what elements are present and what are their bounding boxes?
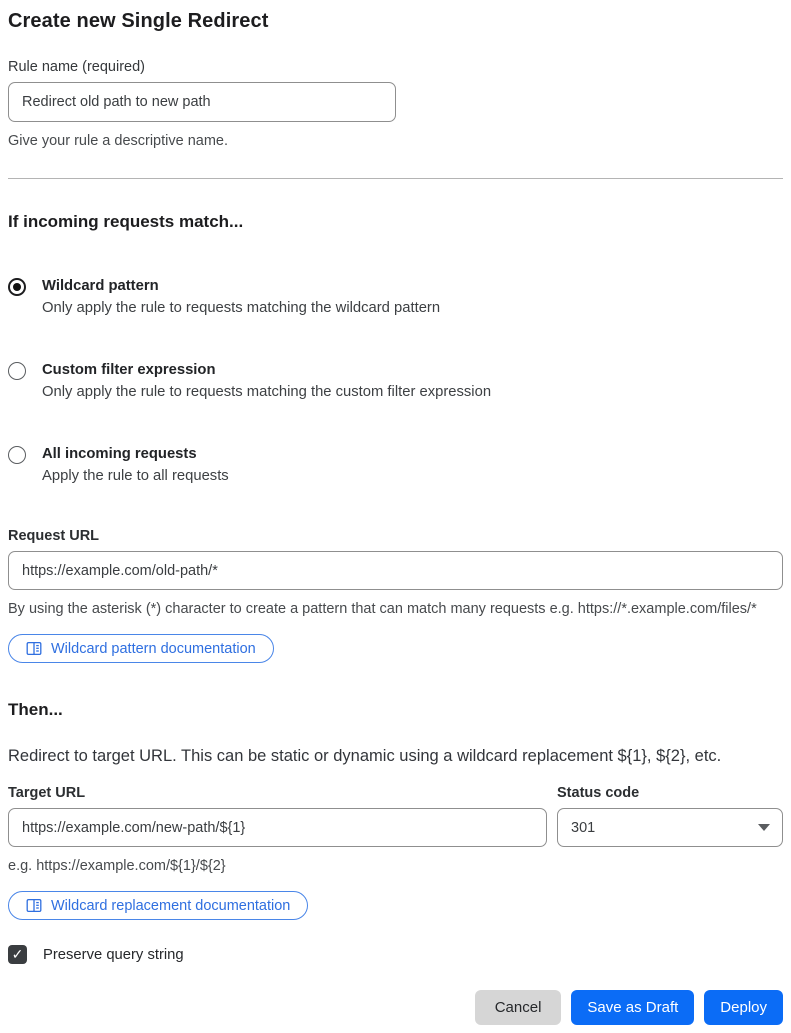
- radio-button-icon[interactable]: [8, 362, 26, 380]
- request-url-input[interactable]: [8, 551, 783, 590]
- radio-option-custom-filter-expression[interactable]: [8, 360, 783, 404]
- then-description: Redirect to target URL. This can be static or dynamic using a wildcard replacement ${1}, ${2}, etc.: [8, 747, 722, 765]
- preserve-query-string-row[interactable]: [8, 945, 783, 964]
- target-url-helper: e.g. https://example.com/${1}/${2}: [8, 858, 226, 874]
- status-code-label: Status code: [557, 785, 640, 801]
- status-code-value: 301: [571, 819, 596, 836]
- radio-description: Only apply the rule to requests matching the wildcard pattern: [42, 300, 441, 316]
- radio-label[interactable]: All incoming requests: [42, 446, 197, 462]
- cancel-button[interactable]: Cancel: [475, 990, 562, 1025]
- wildcard-pattern-docs-button[interactable]: [8, 634, 274, 663]
- then-section-heading: Then...: [8, 700, 63, 719]
- chevron-down-icon: [758, 824, 770, 831]
- book-icon: [26, 641, 42, 656]
- target-and-status-row: [8, 785, 783, 847]
- target-url-input[interactable]: [8, 808, 547, 847]
- rule-name-label: Rule name (required): [8, 59, 146, 75]
- radio-label[interactable]: Wildcard pattern: [42, 278, 159, 294]
- radio-option-wildcard-pattern[interactable]: [8, 276, 783, 320]
- checkbox-checked-icon[interactable]: ✓: [8, 945, 27, 964]
- footer-actions: [8, 990, 783, 1025]
- target-url-label: Target URL: [8, 785, 86, 801]
- save-as-draft-button[interactable]: Save as Draft: [571, 990, 694, 1025]
- preserve-query-string-label[interactable]: Preserve query string: [43, 946, 184, 963]
- radio-button-icon[interactable]: [8, 278, 26, 296]
- radio-label[interactable]: Custom filter expression: [42, 362, 216, 378]
- radio-option-all-incoming-requests[interactable]: [8, 444, 783, 488]
- radio-description: Only apply the rule to requests matching the custom filter expression: [42, 384, 492, 400]
- radio-button-icon[interactable]: [8, 446, 26, 464]
- book-icon: [26, 898, 42, 913]
- doc-button-label: Wildcard pattern documentation: [51, 640, 256, 657]
- request-url-helper: By using the asterisk (*) character to create a pattern that can match many requests e.g. https://*.example.com/files/*: [8, 601, 757, 617]
- request-url-label: Request URL: [8, 528, 100, 544]
- rule-name-helper: Give your rule a descriptive name.: [8, 133, 229, 149]
- rule-name-input[interactable]: [8, 82, 396, 122]
- radio-description: Apply the rule to all requests: [42, 468, 229, 484]
- match-section-heading: If incoming requests match...: [8, 212, 244, 231]
- page-title: Create new Single Redirect: [8, 10, 269, 32]
- match-type-radio-group: [8, 276, 783, 488]
- deploy-button[interactable]: Deploy: [704, 990, 783, 1025]
- wildcard-replacement-docs-button[interactable]: [8, 891, 308, 920]
- doc-button-label: Wildcard replacement documentation: [51, 897, 291, 914]
- status-code-select[interactable]: [557, 808, 783, 847]
- section-divider: [8, 178, 783, 179]
